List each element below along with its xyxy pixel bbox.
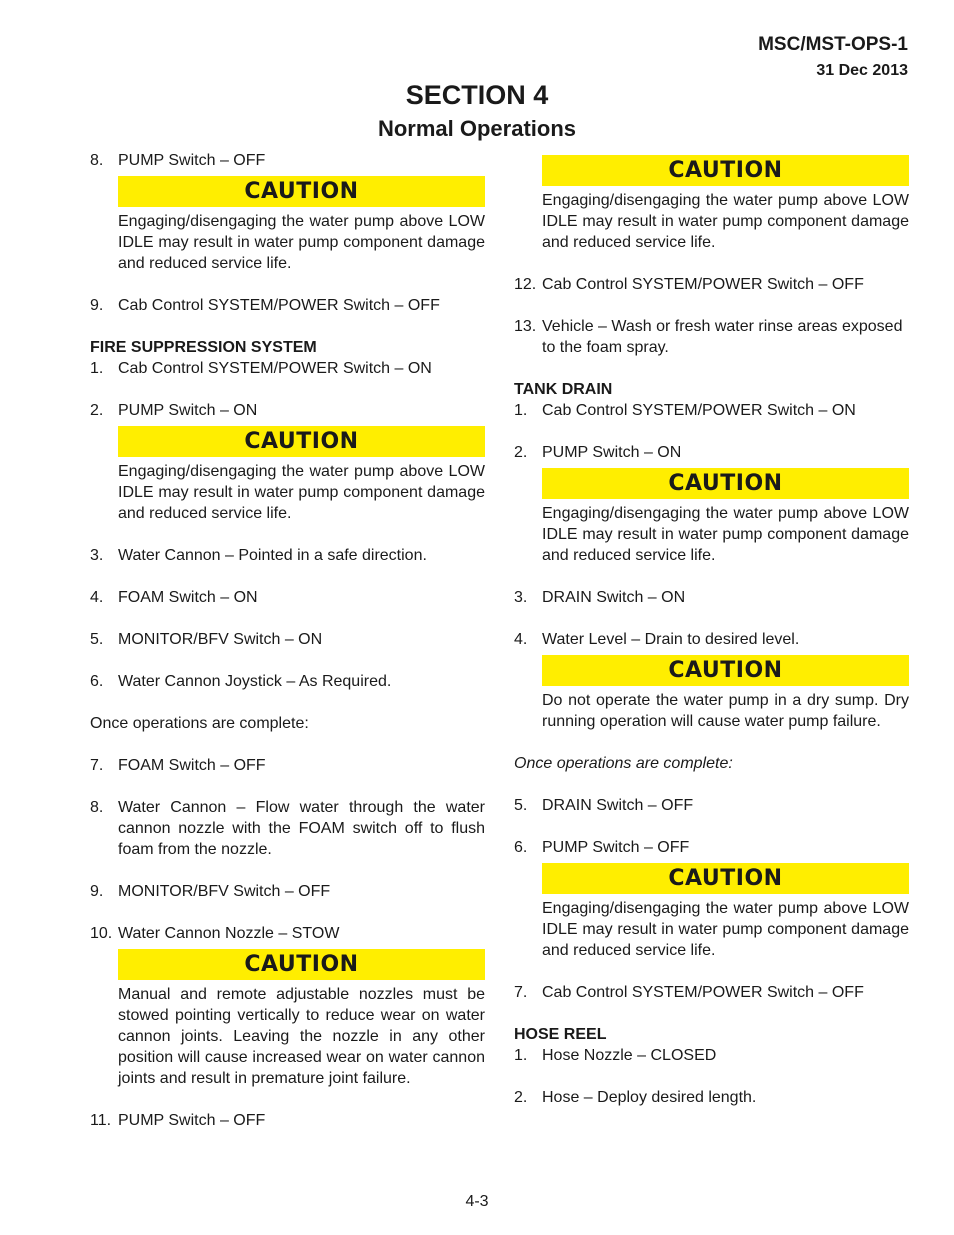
step [90,755,485,776]
section-subtitle: Normal Operations [377,116,577,141]
caution-banner: CAUTION [542,863,909,894]
step-number: 9. [90,297,104,314]
operations-complete-note: Once operations are complete: [90,715,309,732]
step-text: PUMP Switch – ON [542,444,682,461]
step-text: Vehicle – Wash or fresh water rinse areas exposed to the foam spray. [542,318,903,356]
operations-complete-note: Once operations are complete: [514,755,733,772]
caution-text: Engaging/disengaging the water pump above LOW IDLE may result in water pump component damage and reduced service life. [542,505,909,564]
step [514,795,909,816]
step [90,400,485,421]
caution-banner: CAUTION [542,468,909,499]
step-number: 1. [90,360,104,377]
caution-banner: CAUTION [118,949,485,980]
step-text: Cab Control SYSTEM/POWER Switch – OFF [542,276,864,293]
step-text: PUMP Switch – OFF [118,1112,266,1129]
section-heading: TANK DRAIN [514,381,613,398]
step [90,923,485,944]
step [514,982,909,1003]
section-heading: HOSE REEL [514,1026,607,1043]
step-text: DRAIN Switch – ON [542,589,686,606]
step-number: 7. [514,984,528,1001]
step [514,837,909,858]
right-column [514,150,909,1108]
step-text: Hose Nozzle – CLOSED [542,1047,717,1064]
step-text: PUMP Switch – OFF [118,152,266,169]
caution-banner: CAUTION [118,176,485,207]
step-number: 9. [90,883,104,900]
step-text: PUMP Switch – ON [118,402,258,419]
page-number: 4-3 [465,1193,489,1210]
step-text: Cab Control SYSTEM/POWER Switch – OFF [118,297,440,314]
step [90,295,485,316]
step-number: 1. [514,402,528,419]
step-text: Water Cannon Joystick – As Required. [118,673,392,690]
step [514,629,909,650]
step [514,316,909,358]
section-heading: FIRE SUPPRESSION SYSTEM [90,339,317,356]
caution-banner: CAUTION [542,655,909,686]
step-number: 8. [90,152,104,169]
step [514,587,909,608]
step-text: Water Cannon – Flow water through the water cannon nozzle with the FOAM switch off to flush foam from the nozzle. [118,799,485,858]
step-number: 11. [90,1112,112,1129]
step-number: 1. [514,1047,528,1064]
caution-text: Manual and remote adjustable nozzles must be stowed pointing vertically to reduce wear on water cannon joints. Leaving the nozzle in any other position will cause increased wear on water cannon joints and result in premature joint failure. [118,986,485,1087]
caution-text: Engaging/disengaging the water pump above LOW IDLE may result in water pump component damage and reduced service life. [542,192,909,251]
step-text: Cab Control SYSTEM/POWER Switch – ON [118,360,432,377]
step-number: 10. [90,925,113,942]
step [90,881,485,902]
step-number: 6. [514,839,528,856]
step [514,1045,909,1066]
step-text: Cab Control SYSTEM/POWER Switch – OFF [542,984,864,1001]
step-number: 7. [90,757,104,774]
step-text: MONITOR/BFV Switch – ON [118,631,323,648]
caution-banner: CAUTION [118,426,485,457]
step [90,545,485,566]
step-number: 5. [90,631,104,648]
step-number: 5. [514,797,528,814]
caution-text: Engaging/disengaging the water pump above LOW IDLE may result in water pump component damage and reduced service life. [118,213,485,272]
section-title: SECTION 4 [405,80,549,110]
step-text: FOAM Switch – ON [118,589,258,606]
step-text: MONITOR/BFV Switch – OFF [118,883,331,900]
step-text: Water Level – Drain to desired level. [542,631,800,648]
step-text: Water Cannon – Pointed in a safe direction. [118,547,427,564]
step [90,629,485,650]
step-number: 3. [90,547,104,564]
document-id: MSC/MST-OPS-1 [758,34,908,55]
step [514,442,909,463]
step-text: Water Cannon Nozzle – STOW [118,925,340,942]
step [90,797,485,860]
step [90,358,485,379]
caution-text: Engaging/disengaging the water pump above LOW IDLE may result in water pump component damage and reduced service life. [542,900,909,959]
step-number: 3. [514,589,528,606]
step-text: PUMP Switch – OFF [542,839,690,856]
step-number: 6. [90,673,104,690]
step [90,587,485,608]
caution-banner: CAUTION [542,155,909,186]
document-date: 31 Dec 2013 [816,62,908,79]
step-text: Hose – Deploy desired length. [542,1089,757,1106]
step [90,150,485,171]
step-text: FOAM Switch – OFF [118,757,266,774]
step-number: 12. [514,276,537,293]
step-number: 2. [514,444,528,461]
caution-text: Engaging/disengaging the water pump above LOW IDLE may result in water pump component damage and reduced service life. [118,463,485,522]
caution-text: Do not operate the water pump in a dry sump. Dry running operation will cause water pump failure. [542,692,909,730]
step-number: 13. [514,318,537,335]
step [514,1087,909,1108]
step-number: 8. [90,799,104,816]
left-column [90,150,485,1131]
step-number: 4. [90,589,104,606]
step [90,671,485,692]
step-number: 2. [90,402,104,419]
step [90,1110,485,1131]
step-number: 2. [514,1089,528,1106]
step-text: DRAIN Switch – OFF [542,797,694,814]
step-text: Cab Control SYSTEM/POWER Switch – ON [542,402,856,419]
step [514,274,909,295]
step [514,400,909,421]
step-number: 4. [514,631,528,648]
